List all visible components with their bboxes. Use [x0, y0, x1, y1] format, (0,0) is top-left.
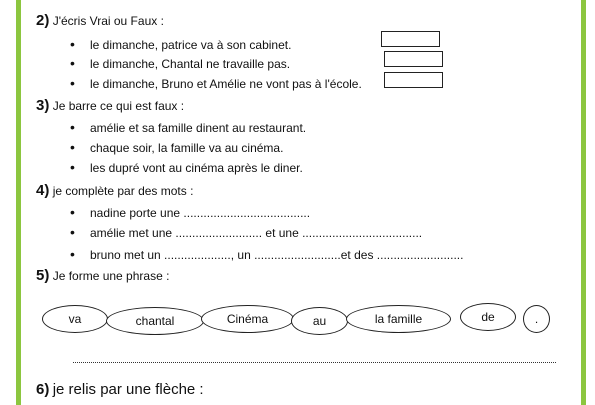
- page-border-left: [16, 0, 21, 405]
- answer-box-3[interactable]: [384, 72, 443, 88]
- section-3-item-3[interactable]: • les dupré vont au cinéma après le diner.: [76, 161, 289, 175]
- answer-box-1[interactable]: [381, 31, 440, 47]
- word-bubble-de[interactable]: de: [460, 303, 516, 331]
- word-bubble-cinema[interactable]: Cinéma: [201, 305, 294, 333]
- section-3-item-2[interactable]: • chaque soir, la famille va au cinéma.: [76, 141, 269, 155]
- page-border-right: [581, 0, 586, 405]
- section-4-item-2[interactable]: • amélie met une .......................... et une ....................................: [76, 226, 408, 240]
- section-2-number: 2): [36, 12, 50, 29]
- section-3-number: 3): [36, 97, 50, 114]
- section-3-label: Je barre ce qui est faux :: [52, 99, 185, 113]
- section-5-label: Je forme une phrase :: [52, 269, 170, 283]
- word-bubble-period[interactable]: .: [523, 305, 550, 333]
- section-5-title: [36, 267, 169, 284]
- word-bubble-au[interactable]: au: [291, 307, 348, 335]
- word-bubble-la-famille[interactable]: la famille: [346, 305, 451, 333]
- section-2-label: J'écris Vrai ou Faux :: [52, 14, 164, 28]
- section-3-item-1[interactable]: • amélie et sa famille dinent au restaurant.: [76, 121, 292, 135]
- section-4-label: je complète par des mots :: [52, 184, 194, 198]
- section-4-item-3[interactable]: • bruno met un ...................., un ..........................et des ..........................: [76, 248, 449, 262]
- word-bubble-chantal[interactable]: chantal: [106, 307, 204, 335]
- section-4-number: 4): [36, 182, 50, 199]
- section-2-item-2: • le dimanche, Chantal ne travaille pas.: [76, 57, 276, 71]
- section-6-number: 6): [36, 381, 50, 398]
- section-2-item-3: • le dimanche, Bruno et Amélie ne vont pas à l'école.: [76, 77, 348, 91]
- section-4-item-1[interactable]: • nadine porte une ......................................: [76, 206, 296, 220]
- section-2-title: [36, 12, 164, 29]
- section-4-title: [36, 182, 193, 199]
- section-2-item-1: • le dimanche, patrice va à son cabinet.: [76, 38, 277, 52]
- section-5-number: 5): [36, 267, 50, 284]
- answer-box-2[interactable]: [384, 51, 443, 67]
- word-bubble-va[interactable]: va: [42, 305, 108, 333]
- section-6-title: [36, 381, 204, 398]
- section-6-label: je relis par une flèche :: [52, 381, 204, 398]
- section-3-title: [36, 97, 184, 114]
- sentence-answer-line[interactable]: [73, 362, 556, 363]
